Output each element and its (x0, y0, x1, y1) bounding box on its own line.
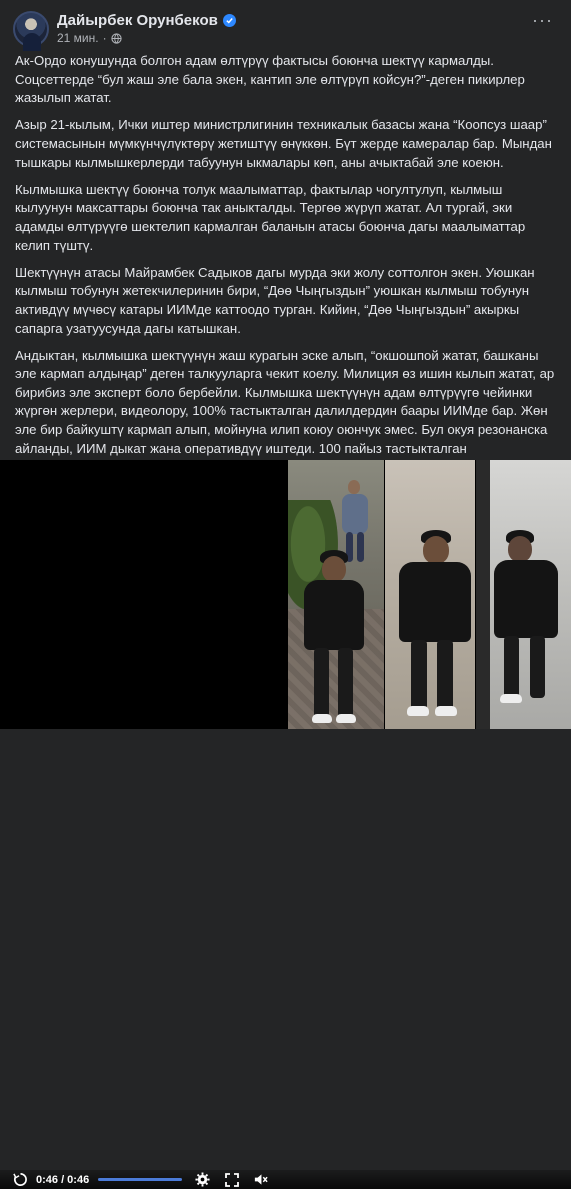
video-black-area (0, 460, 288, 729)
volume-muted-icon[interactable] (252, 1172, 268, 1188)
post-paragraph: Андыктан, кылмышка шектүүнүн жаш курагын эске алып, “окшошпой жатат, башканы эле кармап алдыңар” деген талкууларга чекит коелу. Милиция өз ишин кылып жатат, ар бирибиз эле эксперт боло бербейли. Кылмышка шектүүнүн адам өлтүрүүгө чейинки жүргөн жерлери, видеолору, 100% тастыкталган далилдердин баары ИИМде бар. Жөн эле бир байкуштү кармап алып, мойнуна илип коюу оюнчук эмес. Бул окуя резонанска айланды, ИИМ дыкат жана оперативдүү иштеди. 100 пайыз тастыкталган (15, 347, 555, 456)
post-paragraph: Азыр 21-кылым, Ички иштер министрлигинин техникалык базасы жана “Коопсуз шаар” системасынын мүмкүнчүлүктөрү жетиштүү өнүккөн. Бүт жерде камералар бар. Мындан тышкары кылмышкерлерди табуунун ыкмалары көп, аны ачыктабай эле коеюн. (15, 117, 552, 170)
post-paragraph: Шектүүнүн атасы Майрамбек Садыков дагы мурда эки жолу соттолгон экен. Уюшкан кылмыш тобунун жетекчилеринин бири, “Дөө Чыңгыздын” уюшкан кылмыш тобунун активдүү мүчөсү катары ИИМде каттоодо турган. Кийин, “Дөө Чыңгыздын” акыркы сапарга узатуусунда дагы катышкан. (15, 264, 535, 336)
verified-badge-icon (223, 14, 236, 27)
video-frame-2 (385, 460, 475, 729)
author-avatar[interactable] (13, 11, 49, 47)
post-paragraph: Кылмышка шектүү боюнча толук маалыматтар, фактылар чогултулуп, кылмыш кылуунун максаттары боюнча так аныкталды. Тергөө жүрүп жатат. Ал тургай, эки адамды өлтүрүүгө шектелип кармалган баланын атасы боюнча дагы маалыматтар келип түштү. (15, 181, 526, 253)
video-time: 0:46 / 0:46 (36, 1173, 90, 1186)
post-meta (57, 31, 122, 45)
post-paragraph: Ак-Ордо конушунда болгон адам өлтүрүү фактысы боюнча шектүү кармалды. Соцсеттерде “бул жаш эле бала экен, кантип эле өлтүрүп койсун?”-деген пикирлер жазылып жатат. (15, 53, 525, 106)
settings-gear-icon[interactable] (194, 1172, 210, 1188)
globe-icon (111, 33, 122, 44)
author-line (57, 12, 236, 29)
video-frame-3 (476, 460, 571, 729)
fullscreen-icon[interactable] (224, 1172, 240, 1188)
replay-icon[interactable] (12, 1172, 28, 1188)
video-controls (0, 1170, 571, 1189)
post-header (0, 0, 571, 52)
more-options-icon[interactable]: ··· (532, 10, 553, 30)
video-player[interactable] (0, 460, 571, 1186)
post-timestamp[interactable]: 21 мин. (57, 31, 99, 45)
meta-separator: · (102, 31, 107, 45)
video-frame-1 (288, 460, 384, 729)
author-name[interactable]: Дайырбек Орунбеков (57, 12, 218, 29)
video-progress-bar[interactable] (98, 1178, 182, 1181)
